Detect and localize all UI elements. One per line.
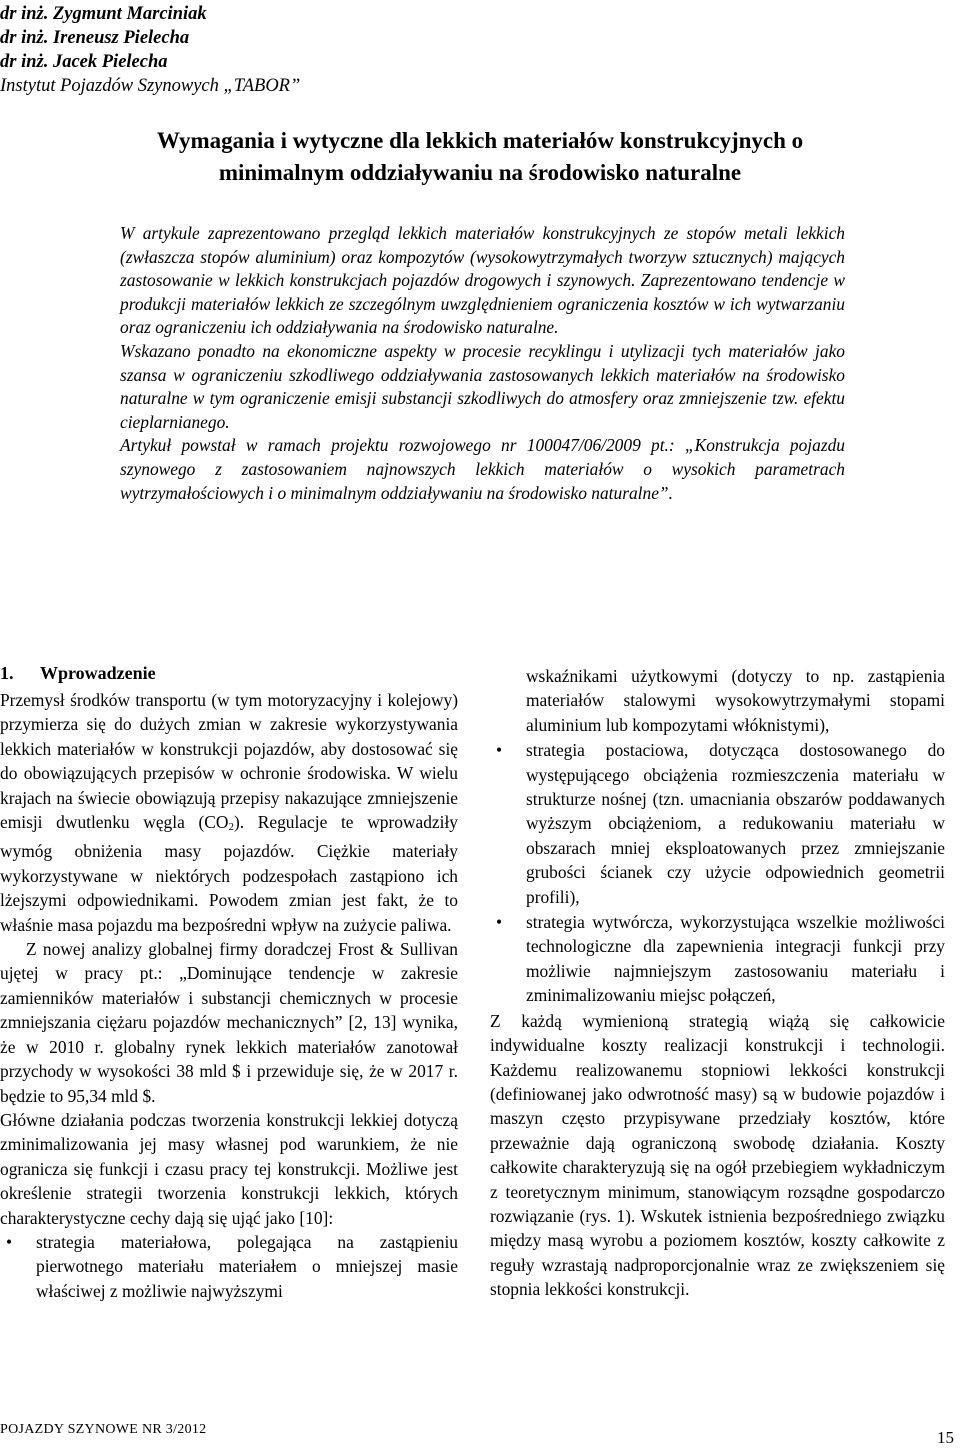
- author-institution: Instytut Pojazdów Szynowych „TABOR”: [0, 76, 301, 96]
- bullet-list: [490, 664, 945, 1008]
- list-item: [490, 910, 945, 1008]
- article-title-line: Wymagania i wytyczne dla lekkich materiałów konstrukcyjnych o: [156, 128, 804, 153]
- journal-footer: POJAZDY SZYNOWE NR 3/2012: [0, 1422, 207, 1437]
- left-column: [0, 660, 458, 1304]
- article-title-line: minimalnym oddziaływaniu na środowisko naturalne: [218, 160, 742, 185]
- list-item-text: strategia wytwórcza, wykorzystująca wszelkie możliwości technologiczne dla zapewnienia integracji funkcji przy możliwie najmniejszym zastosowaniu materiału i zminimalizowaniu miejsc połączeń,: [526, 912, 945, 1006]
- body-paragraph: [0, 688, 458, 937]
- author-name: dr inż. Zygmunt Marciniak: [0, 4, 207, 24]
- article-title: [80, 125, 880, 189]
- body-text: Przemysł środków transportu (w tym motoryzacyjny i kolejowy) przymierza się do dużych zmian w zakresie wykorzystywania lekkich materiałów w konstrukcji pojazdów, aby dostosować się do obowiązujących przepisów w ochronie środowiska. W wielu krajach na świecie obowiązują przepisy nakazujące zmniejszenie emisji dwutlenku węgla (CO: [0, 690, 458, 833]
- abstract: [120, 222, 845, 505]
- body-text: ). Regulacje te wprowadziły wymóg obniżenia masy pojazdów. Ciężkie materiały wykorzystywane w niektórych podzespołach zastąpiono ich lżejszymi odpowiednikami. Powodem zmian jest fakt, że to właśnie masa pojazdu ma bezpośredni wpływ na zużycie paliwa.: [0, 812, 458, 935]
- bullet-list: [0, 1230, 458, 1303]
- bullet-icon: •: [6, 1231, 13, 1252]
- list-item-continuation: [490, 664, 945, 737]
- subscript: 2: [228, 821, 234, 834]
- right-column: [490, 664, 945, 1302]
- author-name: dr inż. Jacek Pielecha: [0, 52, 168, 72]
- list-item-text: strategia postaciowa, dotycząca dostosowanego do występującego obciążenia rozmieszczenia materiału w strukturze nośnej (tzn. umacniania obszarów poddawanych wyższym obciążeniom, a redukowaniu materiału w obszarach mniej eksploatowanych przez zmniejszanie grubości ścianek czy użycie odpowiednich geometrii profili),: [526, 740, 945, 907]
- list-item: [0, 1230, 458, 1303]
- list-item: [490, 738, 945, 909]
- page-number: 15: [937, 1428, 954, 1447]
- section-number: 1.: [0, 663, 14, 683]
- section-heading: [0, 660, 458, 686]
- author-name: dr inż. Ireneusz Pielecha: [0, 28, 190, 48]
- body-paragraph: Główne działania podczas tworzenia konstrukcji lekkiej dotyczą zminimalizowania jej masy własnej pod warunkiem, że nie ogranicza się funkcji i czasu pracy tej konstrukcji. Możliwe jest określenie strategii tworzenia konstrukcji lekkich, których charakterystyczne cechy dają się ująć jako [10]:: [0, 1109, 458, 1228]
- section-title: Wprowadzenie: [40, 663, 156, 683]
- list-item-text: strategia materiałowa, polegająca na zastąpieniu pierwotnego materiału materiałem o mniejszej masie właściwej z możliwie najwyższymi: [36, 1231, 458, 1301]
- abstract-paragraph: W artykule zaprezentowano przegląd lekkich materiałów konstrukcyjnych ze stopów metali lekkich (zwłaszcza stopów aluminium) oraz kompozytów (wysokowytrzymałych tworzyw sztucznych) mających zastosowanie w lekkich konstrukcjach pojazdów drogowych i szynowych. Zaprezentowano tendencje w produkcji materiałów lekkich ze szczególnym uwzględnieniem ograniczenia kosztów w ich wytwarzaniu oraz ograniczeniu ich oddziaływania na środowisko naturalne.: [120, 223, 845, 338]
- bullet-icon: •: [496, 912, 503, 933]
- abstract-paragraph: Artykuł powstał w ramach projektu rozwojowego nr 100047/06/2009 pt.: „Konstrukcja pojazdu szynowego z zastosowaniem najnowszych lekkich materiałów o wysokich parametrach wytrzymałościowych i o minimalnym oddziaływaniu na środowisko naturalne”.: [120, 435, 845, 503]
- body-paragraph: Z nowej analizy globalnej firmy doradczej Frost & Sullivan ujętej w pracy pt.: „Dominujące tendencje w zakresie zamienników materiałów i substancji chemicznych w procesie zmniejszania ciężaru pojazdów mechanicznych” [2, 13] wynika, że w 2010 r. globalny rynek lekkich materiałów zanotował przychody w wysokości 38 mld $ i przewiduje się, że w 2017 r. będzie to 95,34 mld $.: [0, 939, 458, 1106]
- abstract-paragraph: Wskazano ponadto na ekonomiczne aspekty w procesie recyklingu i utylizacji tych materiałów jako szansa w ograniczeniu szkodliwego oddziaływania zastosowanych lekkich materiałów na środowisko naturalne w tym ograniczenie emisji substancji szkodliwych do atmosfery oraz zmniejszenie tzw. efektu cieplarnianego.: [120, 340, 845, 432]
- bullet-icon: •: [496, 740, 503, 761]
- body-paragraph: Z każdą wymienioną strategią wiążą się całkowicie indywidualne koszty realizacji konstrukcji i technologii. Każdemu realizowanemu stopniowi lekkości konstrukcji (definiowanej jako odwrotność masy) są w budowie pojazdów i maszyn często przypisywane przedziały kosztów, które przeważnie dają ograniczoną swobodę działania. Koszty całkowite charakteryzują się na ogół przebiegiem wykładniczym z teoretycznym minimum, stanowiącym rozsądne gospodarczo rozwiązanie (rys. 1). Wskutek istnienia bezpośredniego związku między masą wyrobu a poziomem kosztów, koszty całkowite z reguły wzrastają nadproporcjonalnie wraz ze zwiększeniem się stopnia lekkości konstrukcji.: [490, 1010, 945, 1300]
- list-item-text: wskaźnikami użytkowymi (dotyczy to np. zastąpienia materiałów stalowymi wysokowytrzymałymi stopami aluminium lub kompozytami włóknistymi),: [526, 666, 945, 735]
- author-block: [0, 2, 600, 98]
